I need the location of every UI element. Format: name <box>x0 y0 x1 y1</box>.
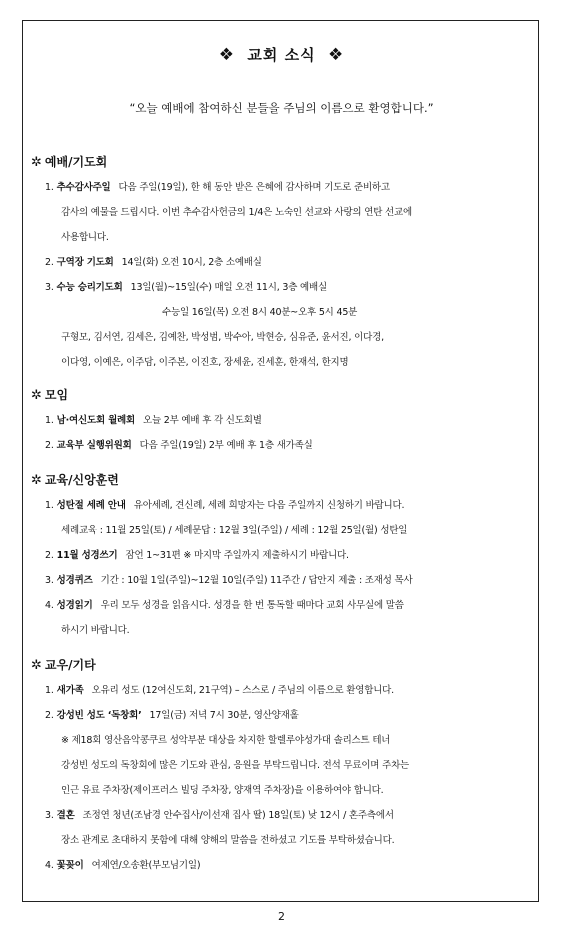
star-bullet-icon: ✲ <box>31 155 42 170</box>
item-number: 2. <box>45 710 54 721</box>
welcome-message: “오늘 예배에 참여하신 분들을 주님의 이름으로 환영합니다.” <box>129 101 434 115</box>
item-text: 오유리 성도 (12여신도회, 21구역) – 스스로 / 주님의 이름으로 환영합니다. <box>91 685 394 696</box>
item-number: 2. <box>45 440 54 451</box>
item-title: 성경읽기 <box>56 600 93 611</box>
item-title: 추수감사주일 <box>56 182 111 193</box>
item-text: 17일(금) 저녁 7시 30분, 영산양재홀 <box>149 710 299 721</box>
item-text: 여제연/오송환(부모님기일) <box>91 860 201 871</box>
item-title: 구역장 기도회 <box>56 257 114 268</box>
item-continuation: 강성빈 성도의 독창회에 많은 기도와 관심, 응원을 부탁드립니다. 전석 무료이며 주차는 <box>61 760 410 771</box>
name-list: 구형모, 김서연, 김세은, 김예찬, 박성범, 박수아, 박현승, 심유준, 윤서진, 이다경, <box>61 332 384 343</box>
item-text: 14일(화) 오전 10시, 2층 소예배실 <box>121 257 262 268</box>
item-continuation: ※ 제18회 영산음악콩쿠르 성악부분 대상을 차지한 할렐루야성가대 솔리스트 테너 <box>61 735 391 746</box>
page-number: 2 <box>278 910 285 923</box>
star-bullet-icon: ✲ <box>31 473 42 488</box>
item-continuation: 하시기 바랍니다. <box>61 625 130 636</box>
item-text: 잠언 1~31편 ※ 마지막 주일까지 제출하시기 바랍니다. <box>125 550 349 561</box>
section-heading-label: 교육/신앙훈련 <box>44 473 119 487</box>
section-heading-label: 예배/기도회 <box>44 155 108 169</box>
list-item <box>45 807 394 821</box>
page-title <box>0 44 563 65</box>
list-item <box>45 437 313 451</box>
list-item <box>45 547 349 561</box>
item-title: 꽃꽂이 <box>56 860 84 871</box>
item-title: 교육부 실행위원회 <box>56 440 132 451</box>
item-number: 4. <box>45 860 54 871</box>
list-item <box>45 707 299 721</box>
list-item <box>45 857 200 871</box>
section-heading-fellowship <box>31 656 96 673</box>
item-text: 다음 주일(19일) 2부 예배 후 1층 새가족실 <box>139 440 313 451</box>
item-number: 3. <box>45 282 54 293</box>
item-number: 3. <box>45 575 54 586</box>
list-item <box>45 254 262 268</box>
item-text: 기간 : 10월 1일(주일)~12월 10일(주일) 11주간 / 답안지 제출 : 조재성 목사 <box>100 575 413 586</box>
section-heading-label: 교우/기타 <box>44 658 96 672</box>
item-continuation: 인근 유료 주차장(제이프러스 빌딩 주차장, 양재역 주차장)을 이용하여야 합니다. <box>61 785 384 796</box>
diamond-ornament-icon: ❖ <box>218 45 235 65</box>
item-text: 조정연 청년(조남경 안수집사/이선재 집사 딸) 18일(토) 낮 12시 / 혼주측에서 <box>82 810 394 821</box>
item-continuation: 장소 관계로 초대하지 못함에 대해 양해의 말씀을 전하셨고 기도를 부탁하셨습니다. <box>61 835 395 846</box>
star-bullet-icon: ✲ <box>31 658 42 673</box>
item-number: 1. <box>45 500 54 511</box>
item-text: 우리 모두 성경을 읽읍시다. 성경을 한 번 통독할 때마다 교회 사무실에 말씀 <box>100 600 404 611</box>
item-title: 성탄절 세례 안내 <box>56 500 126 511</box>
item-title: 11월 성경쓰기 <box>56 550 118 561</box>
item-number: 1. <box>45 685 54 696</box>
item-number: 1. <box>45 415 54 426</box>
item-number: 1. <box>45 182 54 193</box>
item-text: 13일(월)~15일(수) 매일 오전 11시, 3층 예배실 <box>130 282 327 293</box>
item-text: 오늘 2부 예배 후 각 신도회별 <box>143 415 262 426</box>
list-item <box>45 682 394 696</box>
item-continuation: 세례교육 : 11월 25일(토) / 세례문답 : 12월 3일(주일) / 세례 : 12월 25일(월) 성탄일 <box>61 525 408 536</box>
item-title: 수능 승리기도회 <box>56 282 123 293</box>
list-item <box>45 572 413 586</box>
section-heading-worship <box>31 153 107 170</box>
item-title: 결혼 <box>56 810 75 821</box>
section-heading-label: 모임 <box>44 388 69 402</box>
item-continuation: 수능일 16일(목) 오전 8시 40분~오후 5시 45분 <box>162 307 358 318</box>
item-title: 남·여신도회 월례회 <box>56 415 136 426</box>
list-item <box>45 412 262 426</box>
item-continuation: 사용합니다. <box>61 232 109 243</box>
item-title: 성경퀴즈 <box>56 575 93 586</box>
item-number: 4. <box>45 600 54 611</box>
list-item <box>45 179 390 193</box>
section-heading-education <box>31 471 119 488</box>
item-continuation: 감사의 예물을 드립시다. 이번 추수감사헌금의 1/4은 노숙인 선교와 사랑의 연탄 선교에 <box>61 207 412 218</box>
page-title-text: 교회 소식 <box>247 46 316 64</box>
item-text: 다음 주일(19일), 한 해 동안 받은 은혜에 감사하며 기도로 준비하고 <box>118 182 390 193</box>
item-number: 2. <box>45 257 54 268</box>
diamond-ornament-icon: ❖ <box>328 45 345 65</box>
section-heading-meeting <box>31 386 68 403</box>
list-item <box>45 497 404 511</box>
name-list: 이다영, 이예은, 이주담, 이주본, 이진호, 장세윤, 진세훈, 한재석, 한지명 <box>61 357 349 368</box>
list-item <box>45 597 404 611</box>
item-title: 새가족 <box>56 685 84 696</box>
star-bullet-icon: ✲ <box>31 388 42 403</box>
item-number: 3. <box>45 810 54 821</box>
item-number: 2. <box>45 550 54 561</box>
item-text: 유아세례, 견신례, 세례 희망자는 다음 주일까지 신청하기 바랍니다. <box>133 500 405 511</box>
list-item <box>45 279 327 293</box>
item-title: 강성빈 성도 ‘독창회’ <box>56 710 142 721</box>
